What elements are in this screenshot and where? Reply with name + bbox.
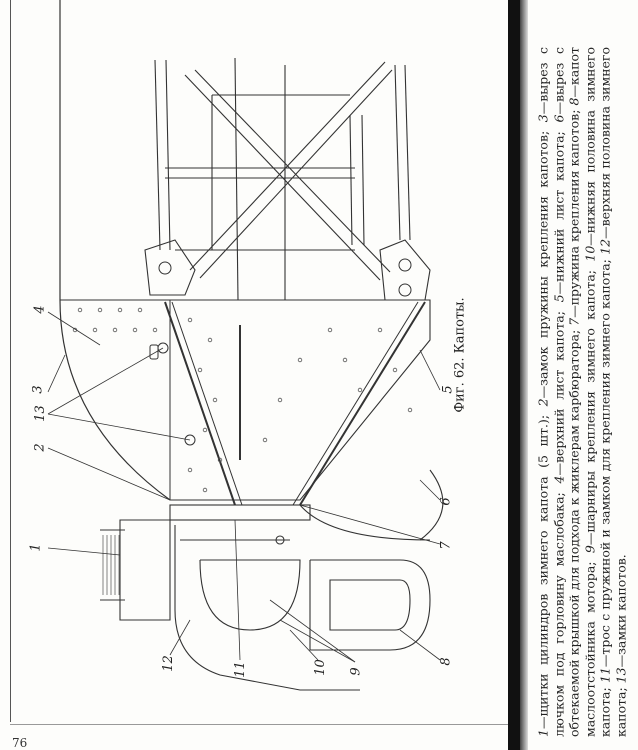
legend-text-item: —замок пружины крепления капотов; [535, 122, 551, 399]
callout-12: 12 [160, 655, 176, 672]
frame-bottom-rule [10, 724, 510, 725]
book-spine-gradient [520, 0, 528, 750]
legend-num: 13 [613, 667, 628, 684]
callout-13: 13 [32, 405, 48, 422]
legend-text-item: —нижний лист капота; [551, 122, 566, 295]
legend-num: 1 [535, 729, 551, 737]
legend-text-item: —трос с пружиной и замком для крепления зимнего капота; [597, 254, 613, 668]
page-number: 76 [12, 736, 28, 750]
legend-text [536, 47, 629, 737]
callout-1: 1 [28, 543, 44, 552]
legend-text-item: —верхний лист капота; [551, 302, 566, 476]
legend-num: 9 [582, 545, 597, 554]
legend-num: 8 [566, 97, 582, 106]
legend-text-item: —нижняя половина зимнего капота; [582, 47, 613, 737]
legend-num: 3 [535, 114, 551, 123]
legend-text-item: —шарниры крепления зимнего капота; [582, 261, 597, 546]
leader-lines [48, 312, 440, 662]
legend-num: 7 [566, 317, 582, 326]
frame-left-rule [10, 0, 11, 722]
legend-text-item: —замки капотов. [613, 554, 628, 668]
fuselage-truss [155, 58, 410, 300]
legend-num: 6 [551, 114, 566, 123]
legend-num: 11 [597, 667, 613, 683]
callout-10: 10 [312, 659, 328, 676]
legend-num: 10 [582, 245, 597, 262]
callout-5: 5 [440, 385, 456, 394]
legend-text-item: —вырез с обтекаемой крышкой для подхода к жиклерам карбюратора; [551, 47, 582, 737]
callout-7: 7 [438, 541, 454, 550]
callout-11: 11 [232, 661, 248, 678]
legend-text-item: —верхняя половина зимнего капота; [597, 47, 628, 737]
legend-text-item: —щитки цилиндров зимнего капота (5 шт.); [535, 406, 551, 730]
legend-num: 4 [551, 475, 566, 484]
callout-8: 8 [438, 657, 454, 666]
legend-text-item: —вырез с лючком под горловину маслобака; [535, 46, 566, 737]
legend-num: 12 [597, 238, 613, 255]
callout-4: 4 [32, 305, 48, 314]
winter-cowling [100, 470, 443, 690]
legend-text-item: —капот маслоотстойника мотора; [566, 47, 597, 737]
callout-3: 3 [30, 385, 46, 394]
rivets [73, 308, 412, 492]
legend-text-item: —пружина крепления капотов; [566, 105, 582, 318]
legend-num: 5 [551, 294, 566, 303]
callout-2: 2 [32, 443, 48, 452]
legend-num: 2 [535, 398, 551, 407]
figure-caption: Фиг. 62. Капоты. [452, 297, 468, 413]
callout-6: 6 [438, 497, 454, 506]
callout-9: 9 [348, 667, 364, 676]
